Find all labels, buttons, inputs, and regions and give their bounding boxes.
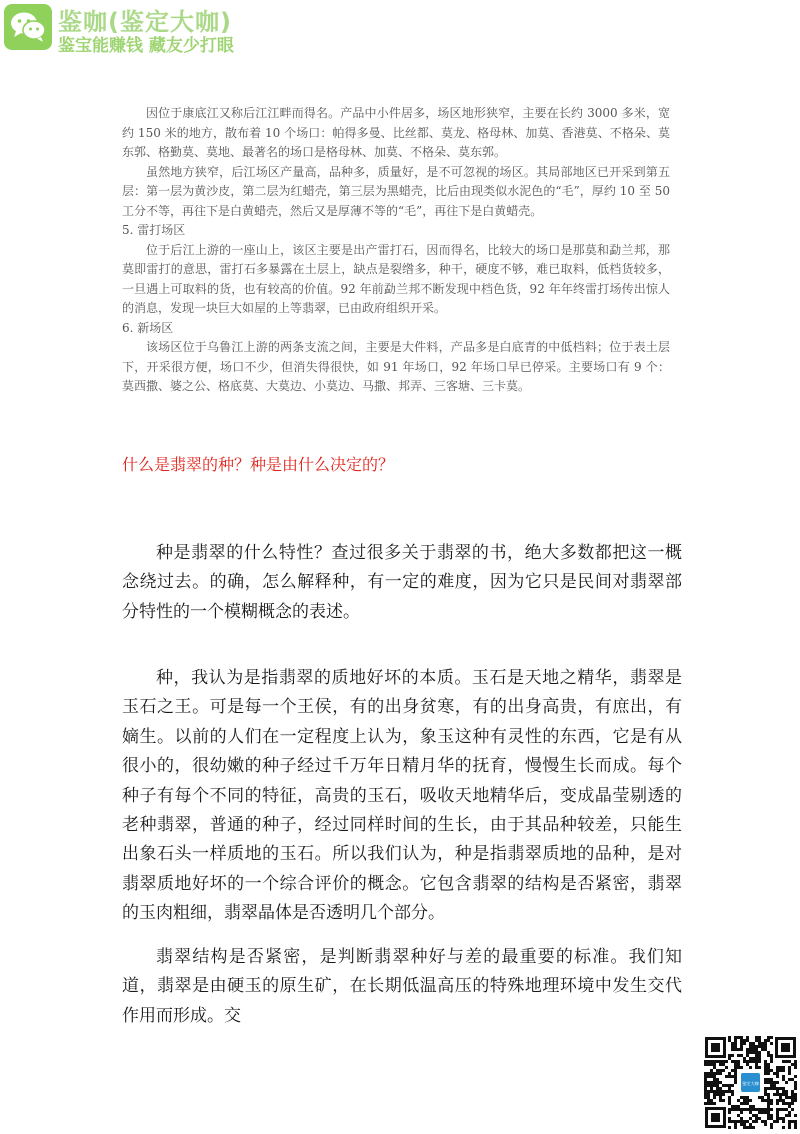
paragraph-xinchang: 该场区位于乌鲁江上游的两条支流之间，主要是大件料，产品多是白底青的中低档料；位于表土层下，开采很方便，场口不少，但消失得很快，如 91 年场口，92 年场口早已停采。主要场口有 9 个：莫西撒、婆之公、格底莫、大莫边、小莫边、马撒、邦弄、三客塘、三卡莫。: [122, 340, 670, 393]
section-heading: 什么是翡翠的种？种是由什么决定的？: [122, 455, 395, 474]
body-paragraph-2: [122, 664, 682, 929]
body-text-1: 种是翡翠的什么特性？查过很多关于翡翠的书，绝大多数都把这一概念绕过去。的确，怎么解释种，有一定的难度，因为它只是民间对翡翠部分特性的一个模糊概念的表述。: [122, 543, 682, 622]
body-text-2: 种，我认为是指翡翠的质地好坏的本质。玉石是天地之精华，翡翠是玉石之王。可是每一个王侯，有的出身贫寒，有的出身高贵，有庶出，有嫡生。以前的人们在一定程度上认为，象玉这种有灵性的东西，它是有从很小的，很幼嫩的种子经过千万年日精月华的抚育，慢慢生长而成。每个种子有每个不同的特征，高贵的玉石，吸收天地精华后，变成晶莹剔透的老种翡翠，普通的种子，经过同样时间的生长，由于其品种较差，只能生出象石头一样质地的玉石。所以我们认为，种是指翡翠质地的品种，是对翡翠质地好坏的一个综合评价的概念。它包含翡翠的结构是否紧密，翡翠的玉肉粗细，翡翠晶体是否透明几个部分。: [122, 668, 682, 924]
subheading-xinchang: 6. 新场区: [122, 320, 174, 335]
body-paragraph-3: [122, 943, 682, 1031]
paragraph-leida: 位于后江上游的一座山上，该区主要是出产雷打石，因而得名，比较大的场口是那莫和勐兰邦，那莫即雷打的意思，雷打石多暴露在土层上，缺点是裂绺多，种干，硬度不够，难已取料，低档货较多，一旦遇上可取料的货，也有较高的价值。92 年前勐兰邦不断发现中档色货，92 年年终雷打场传出惊人的消息，发现一块巨大如屋的上等翡翠，已由政府组织开采。: [122, 242, 670, 315]
qr-code-icon: [703, 1035, 798, 1130]
wechat-chat-icon: [4, 4, 52, 50]
paragraph-houjiang-intro: 因位于康底江又称后江江畔而得名。产品中小件居多，场区地形狭窄，主要在长约 3000 多米，宽约 150 米的地方，散布着 10 个场口：帕得多曼、比丝都、莫龙、格母林、加莫、香港莫、不格朵、莫东郭、格勤莫、莫地、最著名的场口是格母林、加莫、不格朵、莫东郭。: [122, 106, 670, 159]
subheading-leida: 5. 雷打场区: [122, 223, 186, 237]
watermark-slogan: 鉴宝能赚钱 藏友少打眼: [58, 36, 234, 56]
paragraph-houjiang-layers: 虽然地方狭窄，后江场区产量高，品种多，质量好，是不可忽视的场区。其局部地区已开采到第五层：第一层为黄沙皮，第二层为红蜡壳，第三层为黑蜡壳，比后由现类似水泥色的“毛”，厚约 10 至 50 工分不等，再往下是白黄蜡壳，然后又是厚薄不等的“毛”，再往下是白黄蜡壳。: [122, 164, 670, 218]
small-print-section: [122, 104, 670, 397]
body-text-3: 翡翠结构是否紧密，是判断翡翠种好与差的最重要的标准。我们知道，翡翠是由硬玉的原生矿，在长期低温高压的特殊地理环境中发生交代作用而形成。交: [122, 947, 682, 1026]
watermark-logo: [0, 0, 250, 56]
body-paragraph-1: [122, 539, 682, 627]
qr-center-text: 鉴定大咖: [742, 1081, 759, 1086]
watermark-title: 鉴咖(鉴定大咖): [58, 8, 232, 36]
